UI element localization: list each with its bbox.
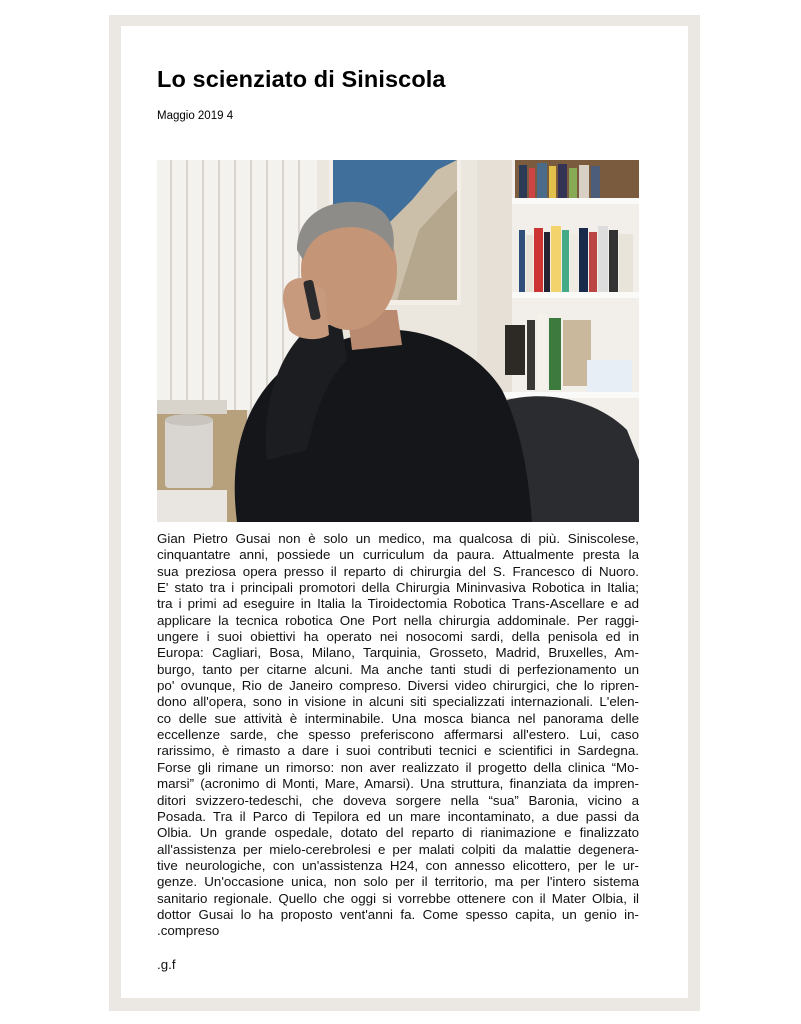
body-line: Olbia. Un grande ospedale, dotato del reparto di rianimazione e finalizzato xyxy=(157,825,639,841)
article-dateline: Maggio 2019 4 xyxy=(157,110,234,122)
article-title: Lo scienziato di Siniscola xyxy=(157,66,446,92)
body-line: rarissimo, è rimasto a dare i suoi contributi tecnici e scientifici in Sardegna. xyxy=(157,743,639,759)
author-initials: .g.f xyxy=(157,957,176,972)
body-line: Gian Pietro Gusai non è solo un medico, ma qualcosa di più. Siniscolese, xyxy=(157,531,639,546)
body-line: Europa: Cagliari, Bosa, Milano, Tarquinia, Grosseto, Madrid, Bruxelles, Am- xyxy=(157,645,639,661)
body-line: .compreso xyxy=(157,923,220,939)
body-line: co delle sue attività è interminabile. Una mosca bianca nel panorama delle xyxy=(157,710,639,726)
body-line: eccellenze sarde, che spesso preferiscono affermarsi all'estero. Lui, caso xyxy=(157,727,639,743)
body-line: sanitario regionale. Quello che oggi si vorrebbe ottenere con il Mater Olbia, il xyxy=(157,890,639,906)
body-line: dono all'opera, sono in visione in alcuni siti specializzati internazionali. L'elen- xyxy=(157,694,639,710)
body-line: genze. Un'occasione unica, non solo per il territorio, ma per l'intero sistema xyxy=(157,874,639,890)
article-photo xyxy=(157,160,639,522)
body-line: all'assistenza per mielo-cerebrolesi e per malati colpiti da malattie degenera- xyxy=(157,841,639,857)
body-line: cinquantatre anni, possiede un curriculum da paura. Attualmente presta la xyxy=(157,547,639,563)
portrait-photo-illustration xyxy=(157,160,639,522)
body-line: Posada. Tra il Parco di Tepilora ed un mare incontaminato, a due passi da xyxy=(157,808,639,824)
body-line: ungere i suoi obiettivi ha operato nei nosocomi sardi, della penisola ed in xyxy=(157,629,639,645)
body-line: tra i primi ad eseguire in Italia la Tiroidectomia Robotica Trans-Ascellare e ad xyxy=(157,596,639,612)
body-line: po' ovunque, Rio de Janeiro compreso. Diversi video chirurgici, che lo ripren- xyxy=(157,678,639,694)
body-line: E' stato tra i principali promotori della Chirurgia Mininvasiva Robotica in Italia; xyxy=(157,580,639,596)
body-line: ditori svizzero-tedeschi, che doveva sorgere nella “sua” Baronia, vicino a xyxy=(157,792,639,808)
body-line: sua preziosa opera presso il reparto di chirurgia del S. Francesco di Nuoro. xyxy=(157,563,639,579)
body-line: applicare la tecnica robotica One Port nella chirurgia addominale. Per raggi- xyxy=(157,612,639,628)
body-line: marsi” (acronimo di Monti, Mare, Amarsi). Una struttura, finanziata da impren- xyxy=(157,776,639,792)
article-body xyxy=(157,531,639,940)
body-line: dottor Gusai lo ha proposto vent'anni fa. Come spesso capita, un genio in- xyxy=(157,906,639,922)
body-line: tive neurologiche, con un'assistenza H24, con annesso elicottero, per le ur- xyxy=(157,857,639,873)
body-line: burgo, tanto per citarne alcuni. Ma anche tanti studi di perfezionamento un xyxy=(157,661,639,677)
body-line: Forse gli rimane un rimorso: non aver realizzato il progetto della clinica “Mo- xyxy=(157,759,639,775)
